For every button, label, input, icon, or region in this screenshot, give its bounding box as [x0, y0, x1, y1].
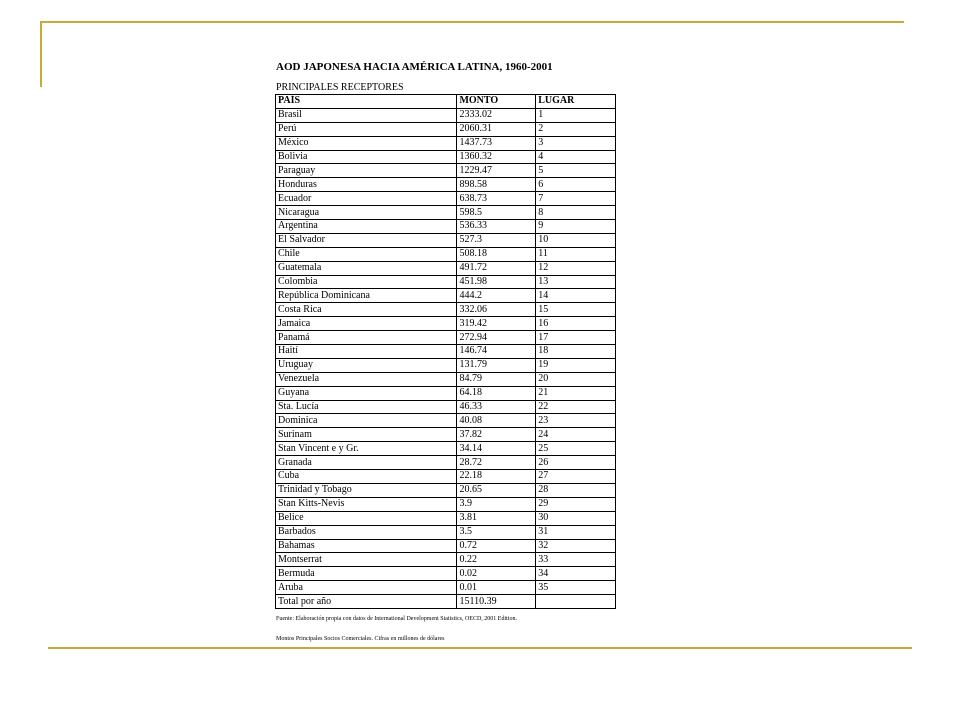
cell-country: Aruba: [276, 581, 457, 595]
table-row: [276, 150, 616, 164]
cell-amount: 272.94: [457, 331, 536, 345]
cell-amount: 20.65: [457, 483, 536, 497]
cell-country: Stan Vincent e y Gr.: [276, 442, 457, 456]
cell-rank: 4: [536, 150, 616, 164]
cell-country: Jamaica: [276, 317, 457, 331]
units-note: Montos Principales Socios Comerciales. Cifras en millones de dólares: [276, 635, 445, 642]
cell-amount: 638.73: [457, 192, 536, 206]
cell-amount: 598.5: [457, 206, 536, 220]
total-label: Total por año: [276, 595, 457, 609]
table-row: [276, 483, 616, 497]
cell-amount: 898.58: [457, 178, 536, 192]
cell-rank: 8: [536, 206, 616, 220]
cell-country: Brasil: [276, 108, 457, 122]
cell-amount: 28.72: [457, 456, 536, 470]
cell-rank: 25: [536, 442, 616, 456]
table-row: [276, 539, 616, 553]
table-row: [276, 400, 616, 414]
source-note: Fuente: Elaboración propia con datos de International Development Statistics, OECD, 2001 Edition.: [276, 615, 517, 622]
cell-rank: 30: [536, 511, 616, 525]
table-row: [276, 136, 616, 150]
table-header-row: [276, 95, 616, 109]
cell-amount: 2060.31: [457, 122, 536, 136]
cell-country: Stan Kitts-Nevis: [276, 497, 457, 511]
cell-rank: 11: [536, 247, 616, 261]
cell-country: Surinam: [276, 428, 457, 442]
cell-country: Bahamas: [276, 539, 457, 553]
cell-amount: 34.14: [457, 442, 536, 456]
table-row: [276, 261, 616, 275]
cell-rank: 21: [536, 386, 616, 400]
cell-country: Argentina: [276, 220, 457, 234]
cell-amount: 536.33: [457, 220, 536, 234]
cell-rank: 3: [536, 136, 616, 150]
cell-rank: 18: [536, 345, 616, 359]
header-country: PAÍS: [276, 95, 457, 109]
cell-country: Dominica: [276, 414, 457, 428]
cell-rank: 23: [536, 414, 616, 428]
cell-rank: 2: [536, 122, 616, 136]
document-title: AOD JAPONESA HACIA AMÉRICA LATINA, 1960-2001: [276, 61, 553, 73]
cell-amount: 491.72: [457, 261, 536, 275]
table-row: [276, 358, 616, 372]
table-row: [276, 553, 616, 567]
top-border-line: [40, 21, 904, 23]
table-row: [276, 108, 616, 122]
cell-amount: 22.18: [457, 470, 536, 484]
cell-rank: 24: [536, 428, 616, 442]
cell-country: Panamá: [276, 331, 457, 345]
cell-amount: 46.33: [457, 400, 536, 414]
cell-country: Ecuador: [276, 192, 457, 206]
cell-amount: 2333.02: [457, 108, 536, 122]
cell-country: Guyana: [276, 386, 457, 400]
table-row: [276, 220, 616, 234]
table-row: [276, 206, 616, 220]
cell-country: Bermuda: [276, 567, 457, 581]
cell-amount: 332.06: [457, 303, 536, 317]
cell-rank: 6: [536, 178, 616, 192]
table-row: [276, 567, 616, 581]
cell-amount: 64.18: [457, 386, 536, 400]
cell-amount: 0.01: [457, 581, 536, 595]
left-border-line: [40, 21, 42, 87]
table-row: [276, 303, 616, 317]
table-row: [276, 511, 616, 525]
recipients-table: [275, 94, 616, 609]
cell-country: Chile: [276, 247, 457, 261]
cell-rank: 12: [536, 261, 616, 275]
cell-country: Bolivia: [276, 150, 457, 164]
cell-country: Belice: [276, 511, 457, 525]
header-amount: MONTO: [457, 95, 536, 109]
table-row: [276, 233, 616, 247]
table-row: [276, 456, 616, 470]
cell-rank: 35: [536, 581, 616, 595]
cell-country: Guatemala: [276, 261, 457, 275]
cell-amount: 0.22: [457, 553, 536, 567]
header-rank: LUGAR: [536, 95, 616, 109]
cell-country: Honduras: [276, 178, 457, 192]
table-row: [276, 386, 616, 400]
table-row: [276, 581, 616, 595]
cell-country: República Dominicana: [276, 289, 457, 303]
cell-rank: 1: [536, 108, 616, 122]
table-row: [276, 442, 616, 456]
cell-country: Sta. Lucía: [276, 400, 457, 414]
cell-rank: 27: [536, 470, 616, 484]
cell-country: Perú: [276, 122, 457, 136]
cell-amount: 84.79: [457, 372, 536, 386]
slide-content: [275, 60, 620, 643]
table-body: [276, 108, 616, 594]
cell-country: Venezuela: [276, 372, 457, 386]
cell-amount: 3.81: [457, 511, 536, 525]
total-amount: 15110.39: [457, 595, 536, 609]
cell-rank: 28: [536, 483, 616, 497]
cell-country: Colombia: [276, 275, 457, 289]
cell-rank: 22: [536, 400, 616, 414]
cell-country: Barbados: [276, 525, 457, 539]
table-row: [276, 497, 616, 511]
cell-amount: 1229.47: [457, 164, 536, 178]
cell-country: México: [276, 136, 457, 150]
cell-rank: 17: [536, 331, 616, 345]
table-row: [276, 178, 616, 192]
cell-rank: 10: [536, 233, 616, 247]
total-rank: [536, 595, 616, 609]
cell-country: Trinidad y Tobago: [276, 483, 457, 497]
cell-rank: 7: [536, 192, 616, 206]
table-row: [276, 525, 616, 539]
table-row: [276, 275, 616, 289]
total-row: [276, 595, 616, 609]
cell-country: Nicaragua: [276, 206, 457, 220]
cell-amount: 0.02: [457, 567, 536, 581]
cell-rank: 15: [536, 303, 616, 317]
cell-amount: 37.82: [457, 428, 536, 442]
cell-amount: 1437.73: [457, 136, 536, 150]
cell-rank: 19: [536, 358, 616, 372]
cell-rank: 26: [536, 456, 616, 470]
cell-amount: 508.18: [457, 247, 536, 261]
cell-rank: 31: [536, 525, 616, 539]
table-row: [276, 317, 616, 331]
cell-rank: 5: [536, 164, 616, 178]
cell-rank: 13: [536, 275, 616, 289]
cell-rank: 33: [536, 553, 616, 567]
cell-rank: 14: [536, 289, 616, 303]
table-row: [276, 289, 616, 303]
cell-rank: 16: [536, 317, 616, 331]
cell-country: Montserrat: [276, 553, 457, 567]
table-row: [276, 345, 616, 359]
cell-rank: 20: [536, 372, 616, 386]
cell-country: Granada: [276, 456, 457, 470]
cell-country: El Salvador: [276, 233, 457, 247]
table-row: [276, 414, 616, 428]
cell-rank: 32: [536, 539, 616, 553]
cell-rank: 29: [536, 497, 616, 511]
cell-country: Paraguay: [276, 164, 457, 178]
cell-rank: 9: [536, 220, 616, 234]
table-row: [276, 470, 616, 484]
cell-amount: 3.9: [457, 497, 536, 511]
table-row: [276, 122, 616, 136]
cell-amount: 1360.32: [457, 150, 536, 164]
cell-country: Costa Rica: [276, 303, 457, 317]
table-row: [276, 247, 616, 261]
bottom-border-line: [48, 647, 912, 649]
cell-amount: 146.74: [457, 345, 536, 359]
cell-country: Cuba: [276, 470, 457, 484]
document-subtitle: PRINCIPALES RECEPTORES: [276, 82, 404, 93]
cell-amount: 40.08: [457, 414, 536, 428]
table-row: [276, 331, 616, 345]
cell-amount: 319.42: [457, 317, 536, 331]
cell-amount: 527.3: [457, 233, 536, 247]
table-row: [276, 164, 616, 178]
table-row: [276, 192, 616, 206]
table-row: [276, 428, 616, 442]
cell-amount: 3.5: [457, 525, 536, 539]
table-row: [276, 372, 616, 386]
cell-country: Uruguay: [276, 358, 457, 372]
cell-amount: 131.79: [457, 358, 536, 372]
cell-country: Haití: [276, 345, 457, 359]
cell-amount: 0.72: [457, 539, 536, 553]
cell-amount: 451.98: [457, 275, 536, 289]
cell-amount: 444.2: [457, 289, 536, 303]
cell-rank: 34: [536, 567, 616, 581]
